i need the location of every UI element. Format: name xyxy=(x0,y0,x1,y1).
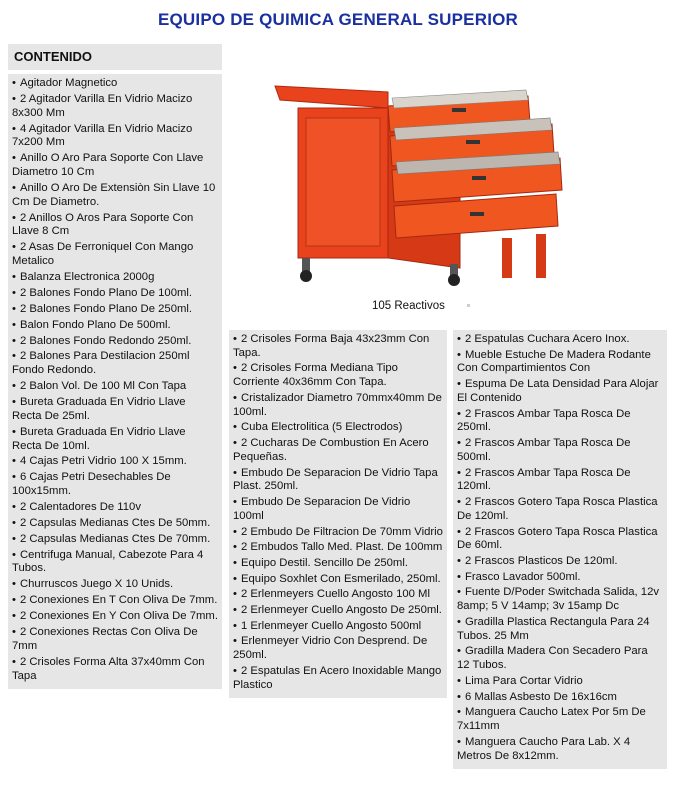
list-item: • Gradilla Madera Con Secadero Para 12 Tubos. xyxy=(457,645,663,673)
list-item: • 2 Capsulas Medianas Ctes De 50mm. xyxy=(12,517,218,531)
list-item: • 2 Conexiones En Y Con Oliva De 7mm. xyxy=(12,610,218,624)
list-item: • Manguera Caucho Para Lab. X 4 Metros De 8x12mm. xyxy=(457,736,663,764)
list-item: • 6 Cajas Petri Desechables De 100x15mm. xyxy=(12,471,218,499)
list-item: • Frasco Lavador 500ml. xyxy=(457,571,663,585)
list-item: • 2 Embudos Tallo Med. Plast. De 100mm xyxy=(233,541,443,555)
list-item: • 2 Frascos Ambar Tapa Rosca De 250ml. xyxy=(457,408,663,436)
list-item: • 2 Conexiones En T Con Oliva De 7mm. xyxy=(12,594,218,608)
list-item: • Equipo Soxhlet Con Esmerilado, 250ml. xyxy=(233,573,443,587)
list-item: • Cristalizador Diametro 70mmx40mm De 100ml. xyxy=(233,392,443,420)
list-item: • 2 Crisoles Forma Mediana Tipo Corriente 40x36mm Con Tapa. xyxy=(233,362,443,390)
list-item: • 2 Espatulas En Acero Inoxidable Mango Plastico xyxy=(233,665,443,693)
list-item: • Agitador Magnetico xyxy=(12,77,218,91)
list-item: • Lima Para Cortar Vidrio xyxy=(457,675,663,689)
list-item: • 6 Mallas Asbesto De 16x16cm xyxy=(457,691,663,705)
caption-mark xyxy=(467,304,470,307)
contents-list-3 xyxy=(457,333,663,763)
list-item: • 2 Erlenmeyers Cuello Angosto 100 Ml xyxy=(233,588,443,602)
list-item: • Espuma De Lata Densidad Para Alojar El Contenido xyxy=(457,378,663,406)
list-item: • 2 Balones Fondo Plano De 250ml. xyxy=(12,303,218,317)
list-item: • Balon Fondo Plano De 500ml. xyxy=(12,319,218,333)
contenido-header: CONTENIDO xyxy=(8,44,222,70)
reagents-caption xyxy=(372,300,470,312)
list-item: • 2 Balones Para Destilacion 250ml Fondo Redondo. xyxy=(12,350,218,378)
list-item: • Anillo O Aro De Extensiòn Sin Llave 10 Cm De Diametro. xyxy=(12,182,218,210)
list-item: • Balanza Electronica 2000g xyxy=(12,271,218,285)
contents-list-1 xyxy=(12,77,218,683)
list-item: • 2 Agitador Varilla En Vidrio Macizo 8x300 Mm xyxy=(12,93,218,121)
list-item: • Equipo Destil. Sencillo De 250ml. xyxy=(233,557,443,571)
list-item: • 2 Crisoles Forma Alta 37x40mm Con Tapa xyxy=(12,656,218,684)
list-item: • Gradilla Plastica Rectangula Para 24 Tubos. 25 Mm xyxy=(457,616,663,644)
list-item: • 2 Conexiones Rectas Con Oliva De 7mm xyxy=(12,626,218,654)
list-item: • Anillo O Aro Para Soporte Con Llave Diametro 10 Cm xyxy=(12,152,218,180)
list-item: • 2 Balon Vol. De 100 Ml Con Tapa xyxy=(12,380,218,394)
list-item: • 2 Espatulas Cuchara Acero Inox. xyxy=(457,333,663,347)
list-item: • 2 Frascos Gotero Tapa Rosca Plastica De 120ml. xyxy=(457,496,663,524)
list-item: • Embudo De Separacion De Vidrio 100ml xyxy=(233,496,443,524)
list-item: • 4 Cajas Petri Vidrio 100 X 15mm. xyxy=(12,455,218,469)
list-item: • 2 Balones Fondo Plano De 100ml. xyxy=(12,287,218,301)
page-title: EQUIPO DE QUIMICA GENERAL SUPERIOR xyxy=(157,10,519,29)
list-item: • Erlenmeyer Vidrio Con Desprend. De 250ml. xyxy=(233,635,443,663)
list-item: • Mueble Estuche De Madera Rodante Con Compartimientos Con xyxy=(457,349,663,377)
list-item: • Bureta Graduada En Vidrio Llave Recta De 25ml. xyxy=(12,396,218,424)
list-item: • 2 Crisoles Forma Baja 43x23mm Con Tapa. xyxy=(233,333,443,361)
reagents-caption-text: 105 Reactivos xyxy=(372,300,445,312)
list-item: • 2 Embudo De Filtracion De 70mm Vidrio xyxy=(233,526,443,540)
list-item: • 4 Agitador Varilla En Vidrio Macizo 7x200 Mm xyxy=(12,123,218,151)
list-item: • 2 Calentadores De 110v xyxy=(12,501,218,515)
contents-column-1 xyxy=(8,44,222,689)
list-item: • 2 Cucharas De Combustion En Acero Pequeñas. xyxy=(233,437,443,465)
list-item: • Embudo De Separacion De Vidrio Tapa Plast. 250ml. xyxy=(233,467,443,495)
list-item: • Manguera Caucho Latex Por 5m De 7x11mm xyxy=(457,706,663,734)
list-item: • Fuente D/Poder Switchada Salida, 12v 8amp; 5 V 14amp; 3v 15amp Dc xyxy=(457,586,663,614)
list-item: • 1 Erlenmeyer Cuello Angosto 500ml xyxy=(233,620,443,634)
contents-list-box-3 xyxy=(453,330,667,769)
lab-cabinet-image xyxy=(270,78,670,292)
list-item: • 2 Erlenmeyer Cuello Angosto De 250ml. xyxy=(233,604,443,618)
list-item: • 2 Capsulas Medianas Ctes De 70mm. xyxy=(12,533,218,547)
contents-column-3 xyxy=(453,330,667,769)
list-item: • 2 Frascos Ambar Tapa Rosca De 120ml. xyxy=(457,467,663,495)
list-item: • Churruscos Juego X 10 Unids. xyxy=(12,578,218,592)
list-item: • 2 Asas De Ferroniquel Con Mango Metalico xyxy=(12,241,218,269)
list-item: • 2 Anillos O Aros Para Soporte Con Llave 8 Cm xyxy=(12,212,218,240)
contents-column-2 xyxy=(229,330,447,698)
list-item: • Centrifuga Manual, Cabezote Para 4 Tubos. xyxy=(12,549,218,577)
list-item: • 2 Balones Fondo Redondo 250ml. xyxy=(12,335,218,349)
list-item: • 2 Frascos Plasticos De 120ml. xyxy=(457,555,663,569)
list-item: • Cuba Electrolitica (5 Electrodos) xyxy=(233,421,443,435)
list-item: • 2 Frascos Ambar Tapa Rosca De 500ml. xyxy=(457,437,663,465)
list-item: • Bureta Graduada En Vidrio Llave Recta De 10ml. xyxy=(12,426,218,454)
contents-list-box-2 xyxy=(229,330,447,698)
contents-list-box-1 xyxy=(8,74,222,689)
list-item: • 2 Frascos Gotero Tapa Rosca Plastica De 60ml. xyxy=(457,526,663,554)
contents-list-2 xyxy=(233,333,443,692)
